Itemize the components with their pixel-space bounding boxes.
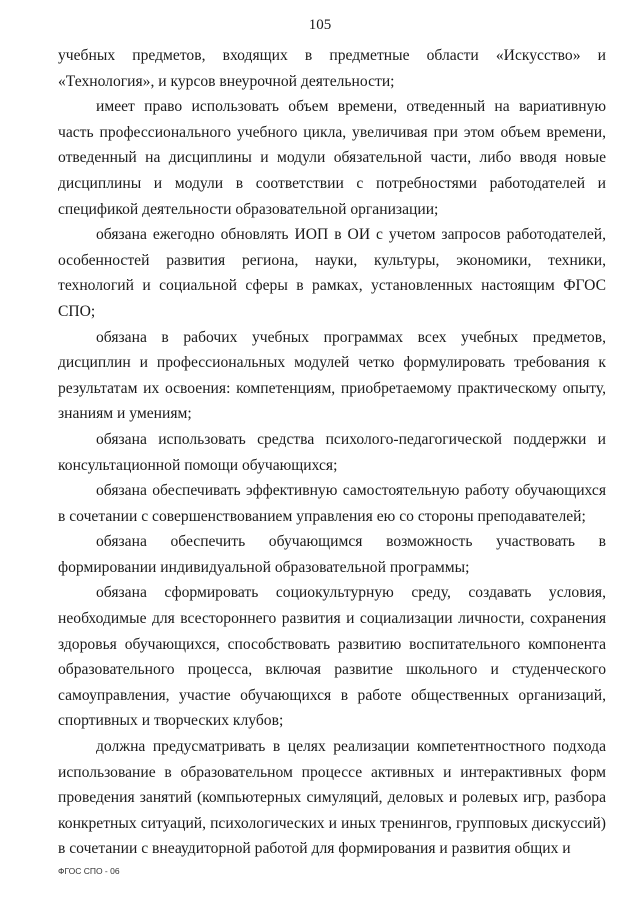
paragraph-1: учебных предметов, входящих в предметные области «Искусство» и «Технология», и курсов внеурочной деятельности; [58, 47, 606, 90]
paragraph-3: обязана ежегодно обновлять ИОП в ОИ с учетом запросов работодателей, особенностей развития региона, науки, культуры, экономики, техники, технологий и социальной сферы в рамках, установленных настоящим ФГОС СПО; [58, 226, 606, 320]
page-number: 105 [308, 17, 332, 33]
paragraph-6: обязана обеспечивать эффективную самостоятельную работу обучающихся в сочетании с совершенствованием управления ею со стороны преподавателей; [58, 482, 606, 525]
document-body [58, 43, 606, 862]
paragraph-5: обязана использовать средства психолого-педагогической поддержки и консультационной помощи обучающихся; [58, 430, 606, 474]
paragraph-8: обязана сформировать социокультурную среду, создавать условия, необходимые для всестороннего развития и социализации личности, сохранения здоровья обучающихся, способствовать развитию воспитательного компонента образовательного процесса, включая развитие школьного и студенческого самоуправления, участие обучающихся в работе общественных организаций, спортивных и творческих клубов; [58, 584, 606, 730]
paragraph-2: имеет право использовать объем времени, отведенный на вариативную часть профессионального учебного цикла, увеличивая при этом объем времени, отведенный на дисциплины и модули обязательной части, либо вводя новые дисциплины и модули в соответствии с потребностями работодателей и спецификой деятельности образовательной организации; [58, 98, 606, 218]
paragraph-4: обязана в рабочих учебных программах всех учебных предметов, дисциплин и профессиональных модулей четко формулировать требования к результатам их освоения: компетенциям, приобретаемому практическому опыту, знаниям и умениям; [58, 328, 606, 423]
footer-label: ФГОС СПО - 06 [58, 866, 120, 876]
paragraph-9: должна предусматривать в целях реализации компетентностного подхода использование в образовательном процессе активных и интерактивных форм проведения занятий (компьютерных симуляций, деловых и ролевых игр, разбора конкретных ситуаций, психологических и иных тренингов, групповых дискуссий) в сочетании с внеаудиторной работой для формирования и развития общих и [58, 738, 606, 858]
paragraph-7: обязана обеспечить обучающимся возможность участвовать в формировании индивидуальной образовательной программы; [58, 533, 606, 576]
